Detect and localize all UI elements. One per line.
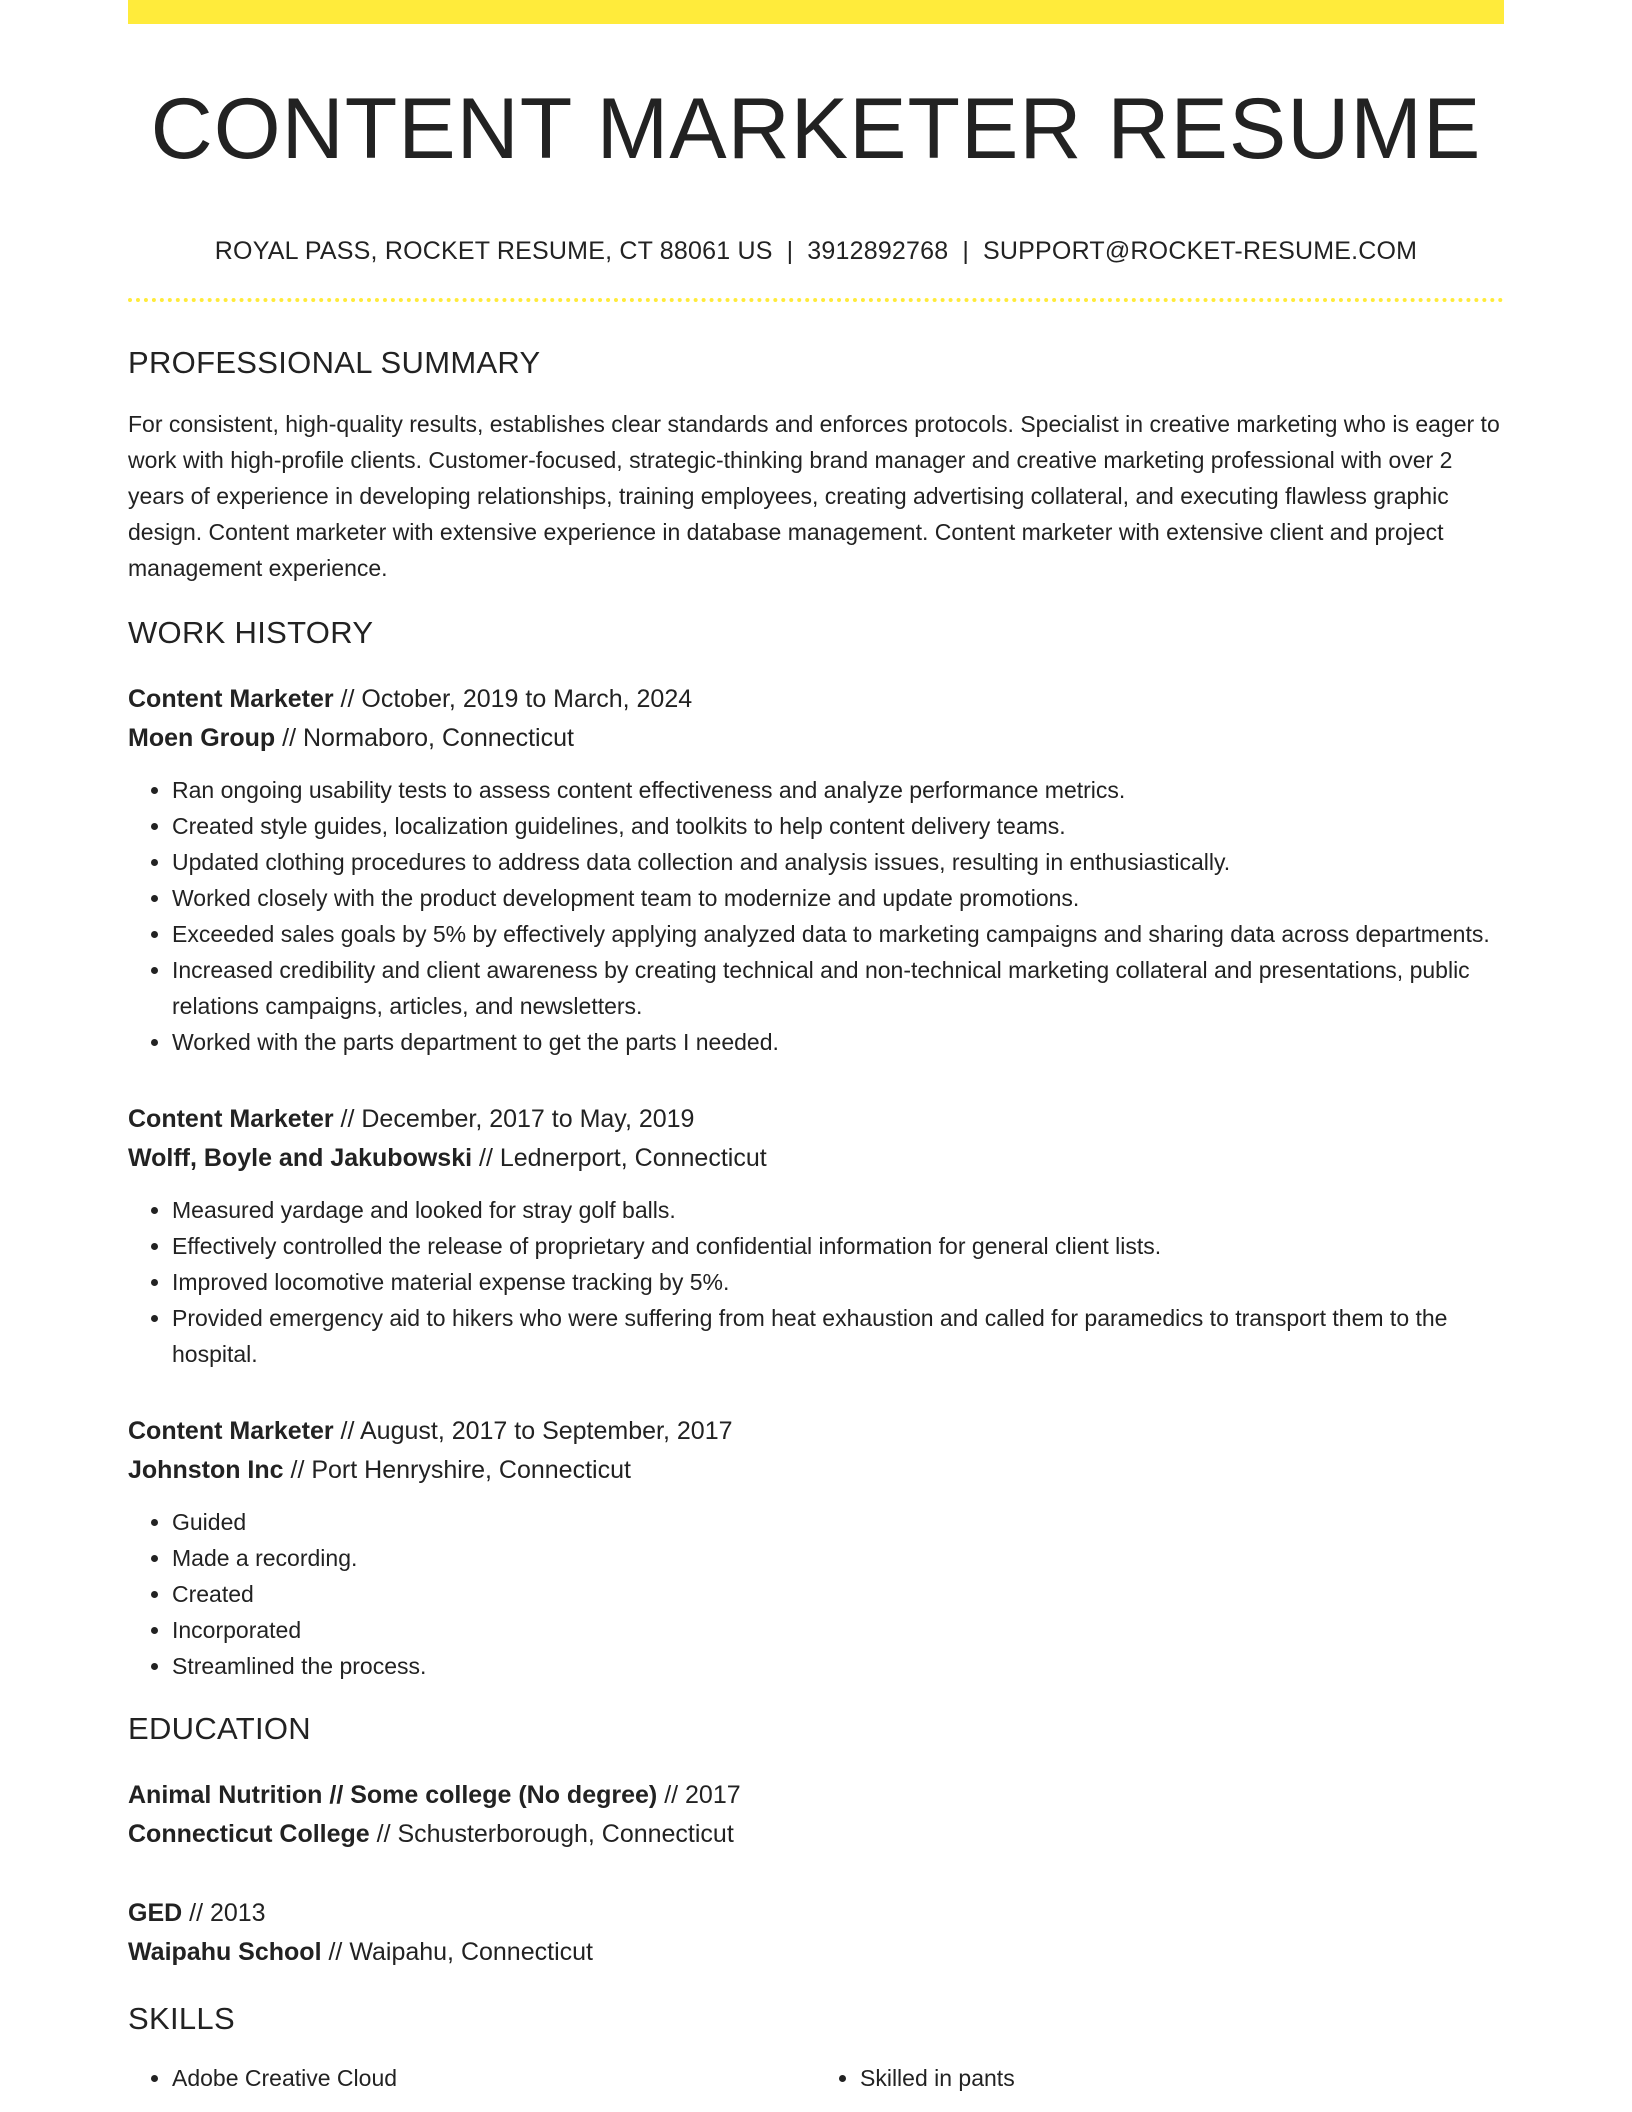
resume-page [128,0,1504,2096]
job-entry [128,1100,1504,1372]
job-bullet: • Effectively controlled the release of proprietary and confidential information for general client lists. [172,1228,1504,1264]
job-dates: // October, 2019 to March, 2024 [333,684,693,713]
job-bullet: • Improved locomotive material expense tracking by 5%. [172,1264,1504,1300]
job-bullet: • Guided [172,1504,1504,1540]
education-entry [128,1894,1504,1972]
skills-columns [128,2060,1504,2096]
contact-line [128,237,1504,266]
education-entry [128,1776,1504,1854]
job-bullet: • Incorporated [172,1612,1504,1648]
job-bullet: • Measured yardage and looked for stray golf balls. [172,1192,1504,1228]
job-role: Content Marketer [128,1416,334,1445]
job-bullet: • Updated clothing procedures to address data collection and analysis issues, resulting in enthusiastically. [172,844,1504,880]
summary-heading: PROFESSIONAL SUMMARY [128,344,541,380]
skills-column-right [816,2060,1504,2096]
job-dates: // December, 2017 to May, 2019 [333,1104,695,1133]
contact-phone: 3912892768 [807,236,949,265]
education-year: // 2013 [182,1898,266,1927]
education-school-line [128,1933,1504,1972]
job-company-line [128,1139,1504,1178]
job-bullets [128,1192,1504,1372]
job-role: Content Marketer [128,1104,334,1133]
education-degree-line [128,1894,1504,1933]
skills-heading: SKILLS [128,2000,235,2036]
job-location: // Port Henryshire, Connecticut [283,1455,631,1484]
accent-bar [128,0,1504,24]
job-role-line [128,680,1504,719]
skill-item: • Skilled in pants [860,2060,1504,2096]
work-history-heading: WORK HISTORY [128,614,374,650]
job-bullet: • Made a recording. [172,1540,1504,1576]
job-bullet: • Created [172,1576,1504,1612]
job-bullet: • Exceeded sales goals by 5% by effectively applying analyzed data to marketing campaigns and sharing data across departments. [172,916,1504,952]
summary-text: For consistent, high-quality results, establishes clear standards and enforces protocols. Specialist in creative marketing who is eager to work with high-profile clients. Customer-focused, strategic-thinking brand manager and creative marketing professional with over 2 years of experience in developing relationships, training employees, creating advertising collateral, and executing flawless graphic design. Content marketer with extensive experience in database management. Content marketer with extensive client and project management experience. [128,410,1500,581]
job-dates: // August, 2017 to September, 2017 [333,1416,733,1445]
contact-address: ROYAL PASS, ROCKET RESUME, CT 88061 US [214,236,773,265]
contact-email: SUPPORT@ROCKET-RESUME.COM [983,236,1418,265]
dotted-divider [128,298,1504,302]
skill-item: • Adobe Creative Cloud [172,2060,816,2096]
job-bullet: • Worked with the parts department to get the parts I needed. [172,1024,1504,1060]
job-bullet: • Created style guides, localization guidelines, and toolkits to help content delivery teams. [172,808,1504,844]
job-company: Wolff, Boyle and Jakubowski [128,1143,473,1172]
education-degree-line [128,1776,1504,1815]
education-year: // 2017 [657,1780,741,1809]
education-degree: GED [128,1898,183,1927]
job-company-line [128,1451,1504,1490]
job-role-line [128,1412,1504,1451]
education-school-line [128,1815,1504,1854]
job-company-line [128,719,1504,758]
job-bullet: • Ran ongoing usability tests to assess content effectiveness and analyze performance metrics. [172,772,1504,808]
job-entry [128,680,1504,1060]
job-role: Content Marketer [128,684,334,713]
education-location: // Schusterborough, Connecticut [369,1819,734,1848]
job-bullet: • Provided emergency aid to hikers who were suffering from heat exhaustion and called for paramedics to transport them to the hospital. [172,1300,1504,1372]
job-bullet: • Streamlined the process. [172,1648,1504,1684]
skills-column-left [128,2060,816,2096]
job-location: // Lednerport, Connecticut [472,1143,767,1172]
contact-separator: | [786,236,794,265]
resume-title: CONTENT MARKETER RESUME [150,81,1482,177]
job-bullets [128,1504,1504,1684]
job-company: Moen Group [128,723,276,752]
education-school: Connecticut College [128,1819,370,1848]
education-location: // Waipahu, Connecticut [321,1937,593,1966]
contact-separator: | [962,236,970,265]
education-degree: Animal Nutrition // Some college (No degree) [128,1780,658,1809]
job-bullet: • Worked closely with the product development team to modernize and update promotions. [172,880,1504,916]
job-bullets [128,772,1504,1060]
education-school: Waipahu School [128,1937,322,1966]
job-role-line [128,1100,1504,1139]
job-location: // Normaboro, Connecticut [275,723,574,752]
job-company: Johnston Inc [128,1455,284,1484]
job-entry [128,1412,1504,1684]
education-heading: EDUCATION [128,1710,311,1746]
job-bullet: • Increased credibility and client awareness by creating technical and non-technical marketing collateral and presentations, public relations campaigns, articles, and newsletters. [172,952,1504,1024]
